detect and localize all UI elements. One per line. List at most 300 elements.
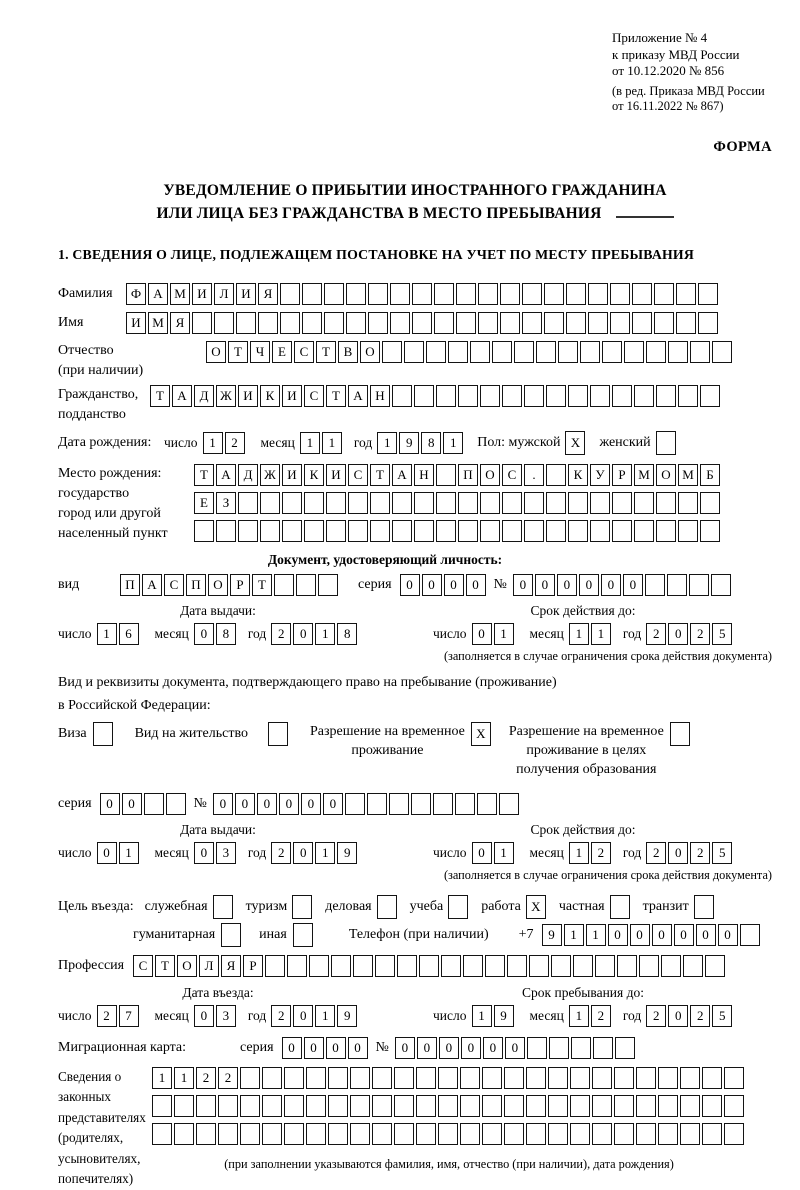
char-cell[interactable]: Т <box>252 574 272 596</box>
char-cell[interactable]: Т <box>150 385 170 407</box>
char-cell[interactable] <box>680 1067 700 1089</box>
char-cell[interactable] <box>411 793 431 815</box>
char-cell[interactable]: А <box>142 574 162 596</box>
char-cell[interactable]: 2 <box>271 623 291 645</box>
char-cell[interactable] <box>740 924 760 946</box>
char-cell[interactable] <box>590 385 610 407</box>
char-cell[interactable]: 0 <box>293 1005 313 1027</box>
char-cell[interactable]: И <box>236 283 256 305</box>
char-cell[interactable] <box>265 955 285 977</box>
char-cell[interactable]: 0 <box>304 1037 324 1059</box>
char-cell[interactable] <box>324 312 344 334</box>
char-cell[interactable]: 2 <box>690 842 710 864</box>
char-cell[interactable] <box>544 312 564 334</box>
char-cell[interactable]: М <box>148 312 168 334</box>
char-cell[interactable] <box>702 1095 722 1117</box>
char-cell[interactable]: Р <box>230 574 250 596</box>
char-cell[interactable]: Я <box>258 283 278 305</box>
char-cell[interactable] <box>526 1095 546 1117</box>
char-cell[interactable]: И <box>192 283 212 305</box>
char-cell[interactable] <box>284 1095 304 1117</box>
char-cell[interactable] <box>372 1067 392 1089</box>
char-cell[interactable]: 0 <box>535 574 555 596</box>
char-cell[interactable] <box>326 520 346 542</box>
char-cell[interactable] <box>470 341 490 363</box>
char-cell[interactable] <box>236 312 256 334</box>
char-cell[interactable]: 1 <box>203 432 223 454</box>
char-cell[interactable] <box>614 1067 634 1089</box>
char-cell[interactable] <box>287 955 307 977</box>
char-cell[interactable]: Б <box>700 464 720 486</box>
char-cell[interactable] <box>632 312 652 334</box>
char-cell[interactable] <box>458 520 478 542</box>
char-cell[interactable]: А <box>348 385 368 407</box>
char-cell[interactable]: 2 <box>646 1005 666 1027</box>
char-cell[interactable]: 9 <box>337 842 357 864</box>
char-cell[interactable] <box>436 520 456 542</box>
char-cell[interactable]: Т <box>228 341 248 363</box>
char-cell[interactable] <box>571 1037 591 1059</box>
char-cell[interactable]: Л <box>214 283 234 305</box>
char-cell[interactable] <box>438 1067 458 1089</box>
char-cell[interactable] <box>656 492 676 514</box>
char-cell[interactable] <box>590 492 610 514</box>
char-cell[interactable]: 0 <box>668 623 688 645</box>
char-cell[interactable] <box>144 793 164 815</box>
char-cell[interactable]: Ж <box>216 385 236 407</box>
char-cell[interactable]: 5 <box>712 623 732 645</box>
char-cell[interactable] <box>654 283 674 305</box>
char-cell[interactable] <box>436 492 456 514</box>
char-cell[interactable]: 0 <box>444 574 464 596</box>
char-cell[interactable] <box>434 283 454 305</box>
char-cell[interactable] <box>368 312 388 334</box>
char-cell[interactable] <box>326 492 346 514</box>
char-cell[interactable] <box>262 1123 282 1145</box>
char-cell[interactable] <box>485 955 505 977</box>
char-cell[interactable]: 0 <box>257 793 277 815</box>
char-cell[interactable] <box>522 283 542 305</box>
char-cell[interactable] <box>382 341 402 363</box>
char-cell[interactable] <box>480 520 500 542</box>
char-cell[interactable] <box>458 385 478 407</box>
char-cell[interactable]: 2 <box>591 842 611 864</box>
char-cell[interactable]: 8 <box>337 623 357 645</box>
char-cell[interactable]: С <box>164 574 184 596</box>
char-cell[interactable] <box>632 283 652 305</box>
char-cell[interactable] <box>502 520 522 542</box>
char-cell[interactable]: . <box>524 464 544 486</box>
char-cell[interactable] <box>678 492 698 514</box>
char-cell[interactable] <box>680 1095 700 1117</box>
char-cell[interactable]: 2 <box>591 1005 611 1027</box>
char-cell[interactable]: 0 <box>348 1037 368 1059</box>
char-cell[interactable] <box>306 1095 326 1117</box>
char-cell[interactable] <box>636 1095 656 1117</box>
char-cell[interactable] <box>348 520 368 542</box>
char-cell[interactable] <box>478 312 498 334</box>
char-cell[interactable] <box>548 1095 568 1117</box>
char-cell[interactable]: П <box>458 464 478 486</box>
char-cell[interactable]: 0 <box>674 924 694 946</box>
char-cell[interactable]: Ч <box>250 341 270 363</box>
char-cell[interactable]: 0 <box>505 1037 525 1059</box>
char-cell[interactable] <box>345 793 365 815</box>
char-cell[interactable] <box>702 1123 722 1145</box>
char-cell[interactable] <box>711 574 731 596</box>
char-cell[interactable]: 1 <box>443 432 463 454</box>
char-cell[interactable]: 0 <box>293 623 313 645</box>
char-cell[interactable] <box>529 955 549 977</box>
char-cell[interactable]: И <box>126 312 146 334</box>
char-cell[interactable] <box>318 574 338 596</box>
char-cell[interactable]: К <box>304 464 324 486</box>
char-cell[interactable] <box>460 1123 480 1145</box>
char-cell[interactable]: М <box>678 464 698 486</box>
char-cell[interactable]: Д <box>194 385 214 407</box>
char-cell[interactable] <box>448 895 468 919</box>
char-cell[interactable] <box>482 1123 502 1145</box>
char-cell[interactable] <box>328 1123 348 1145</box>
char-cell[interactable]: 1 <box>377 432 397 454</box>
char-cell[interactable]: 1 <box>586 924 606 946</box>
char-cell[interactable]: X <box>565 431 585 455</box>
char-cell[interactable]: В <box>338 341 358 363</box>
char-cell[interactable] <box>260 520 280 542</box>
char-cell[interactable] <box>680 1123 700 1145</box>
char-cell[interactable]: Т <box>370 464 390 486</box>
char-cell[interactable]: П <box>186 574 206 596</box>
char-cell[interactable]: 1 <box>564 924 584 946</box>
char-cell[interactable] <box>377 895 397 919</box>
char-cell[interactable] <box>397 955 417 977</box>
char-cell[interactable]: А <box>172 385 192 407</box>
char-cell[interactable]: 0 <box>400 574 420 596</box>
char-cell[interactable] <box>700 385 720 407</box>
char-cell[interactable]: С <box>133 955 153 977</box>
char-cell[interactable]: 0 <box>279 793 299 815</box>
char-cell[interactable]: 0 <box>630 924 650 946</box>
char-cell[interactable]: Т <box>194 464 214 486</box>
char-cell[interactable]: Е <box>194 492 214 514</box>
char-cell[interactable] <box>676 283 696 305</box>
char-cell[interactable] <box>284 1067 304 1089</box>
char-cell[interactable] <box>302 312 322 334</box>
char-cell[interactable] <box>499 793 519 815</box>
char-cell[interactable] <box>389 793 409 815</box>
char-cell[interactable]: С <box>502 464 522 486</box>
char-cell[interactable]: 0 <box>213 793 233 815</box>
char-cell[interactable] <box>566 312 586 334</box>
char-cell[interactable] <box>353 955 373 977</box>
char-cell[interactable]: 9 <box>494 1005 514 1027</box>
char-cell[interactable] <box>612 492 632 514</box>
char-cell[interactable] <box>614 1123 634 1145</box>
char-cell[interactable] <box>268 722 288 746</box>
char-cell[interactable] <box>477 793 497 815</box>
char-cell[interactable] <box>610 283 630 305</box>
char-cell[interactable] <box>480 385 500 407</box>
char-cell[interactable]: 1 <box>322 432 342 454</box>
char-cell[interactable]: 1 <box>152 1067 172 1089</box>
char-cell[interactable] <box>570 1067 590 1089</box>
char-cell[interactable] <box>656 385 676 407</box>
char-cell[interactable] <box>331 955 351 977</box>
char-cell[interactable] <box>280 312 300 334</box>
char-cell[interactable]: 0 <box>282 1037 302 1059</box>
char-cell[interactable]: 0 <box>513 574 533 596</box>
char-cell[interactable] <box>658 1067 678 1089</box>
char-cell[interactable]: 2 <box>97 1005 117 1027</box>
char-cell[interactable] <box>390 312 410 334</box>
char-cell[interactable]: 1 <box>472 1005 492 1027</box>
char-cell[interactable]: 0 <box>608 924 628 946</box>
char-cell[interactable]: 0 <box>395 1037 415 1059</box>
char-cell[interactable] <box>526 1123 546 1145</box>
char-cell[interactable] <box>580 341 600 363</box>
char-cell[interactable] <box>551 955 571 977</box>
char-cell[interactable] <box>214 312 234 334</box>
char-cell[interactable] <box>558 341 578 363</box>
char-cell[interactable]: 5 <box>712 842 732 864</box>
char-cell[interactable]: 0 <box>623 574 643 596</box>
char-cell[interactable]: 2 <box>646 623 666 645</box>
char-cell[interactable]: Ж <box>260 464 280 486</box>
char-cell[interactable]: 0 <box>466 574 486 596</box>
char-cell[interactable]: 9 <box>399 432 419 454</box>
char-cell[interactable] <box>436 464 456 486</box>
char-cell[interactable] <box>367 793 387 815</box>
char-cell[interactable]: А <box>216 464 236 486</box>
char-cell[interactable] <box>372 1123 392 1145</box>
char-cell[interactable]: С <box>348 464 368 486</box>
char-cell[interactable]: 0 <box>235 793 255 815</box>
char-cell[interactable] <box>213 895 233 919</box>
char-cell[interactable]: 2 <box>271 1005 291 1027</box>
char-cell[interactable]: У <box>590 464 610 486</box>
char-cell[interactable]: Р <box>243 955 263 977</box>
char-cell[interactable]: 0 <box>461 1037 481 1059</box>
char-cell[interactable] <box>658 1123 678 1145</box>
char-cell[interactable]: О <box>480 464 500 486</box>
char-cell[interactable]: Д <box>238 464 258 486</box>
char-cell[interactable]: О <box>177 955 197 977</box>
char-cell[interactable] <box>218 1123 238 1145</box>
char-cell[interactable] <box>304 492 324 514</box>
char-cell[interactable] <box>610 895 630 919</box>
char-cell[interactable] <box>654 312 674 334</box>
char-cell[interactable] <box>661 955 681 977</box>
char-cell[interactable] <box>346 283 366 305</box>
char-cell[interactable] <box>260 492 280 514</box>
char-cell[interactable] <box>705 955 725 977</box>
char-cell[interactable]: 1 <box>97 623 117 645</box>
char-cell[interactable] <box>588 312 608 334</box>
char-cell[interactable] <box>568 520 588 542</box>
char-cell[interactable]: 8 <box>421 432 441 454</box>
char-cell[interactable] <box>324 283 344 305</box>
char-cell[interactable] <box>240 1123 260 1145</box>
char-cell[interactable]: Н <box>370 385 390 407</box>
char-cell[interactable] <box>412 283 432 305</box>
char-cell[interactable]: 1 <box>569 842 589 864</box>
char-cell[interactable]: 0 <box>97 842 117 864</box>
char-cell[interactable] <box>636 1123 656 1145</box>
char-cell[interactable] <box>612 520 632 542</box>
char-cell[interactable] <box>570 1095 590 1117</box>
char-cell[interactable]: 0 <box>326 1037 346 1059</box>
char-cell[interactable]: Т <box>155 955 175 977</box>
char-cell[interactable] <box>238 520 258 542</box>
char-cell[interactable]: 0 <box>301 793 321 815</box>
char-cell[interactable]: А <box>392 464 412 486</box>
char-cell[interactable] <box>683 955 703 977</box>
char-cell[interactable] <box>404 341 424 363</box>
char-cell[interactable] <box>478 283 498 305</box>
char-cell[interactable] <box>527 1037 547 1059</box>
char-cell[interactable] <box>370 520 390 542</box>
char-cell[interactable] <box>412 312 432 334</box>
char-cell[interactable] <box>456 312 476 334</box>
char-cell[interactable]: 7 <box>119 1005 139 1027</box>
char-cell[interactable]: И <box>238 385 258 407</box>
char-cell[interactable]: 0 <box>668 842 688 864</box>
char-cell[interactable] <box>504 1095 524 1117</box>
char-cell[interactable] <box>448 341 468 363</box>
char-cell[interactable] <box>524 520 544 542</box>
char-cell[interactable]: 1 <box>315 842 335 864</box>
char-cell[interactable]: 0 <box>122 793 142 815</box>
char-cell[interactable]: X <box>526 895 546 919</box>
char-cell[interactable] <box>414 492 434 514</box>
char-cell[interactable] <box>667 574 687 596</box>
char-cell[interactable] <box>304 520 324 542</box>
char-cell[interactable] <box>480 492 500 514</box>
char-cell[interactable]: О <box>208 574 228 596</box>
char-cell[interactable] <box>634 385 654 407</box>
char-cell[interactable] <box>548 1123 568 1145</box>
char-cell[interactable]: 1 <box>300 432 320 454</box>
char-cell[interactable] <box>240 1095 260 1117</box>
char-cell[interactable] <box>610 312 630 334</box>
char-cell[interactable]: 1 <box>315 1005 335 1027</box>
char-cell[interactable]: О <box>656 464 676 486</box>
char-cell[interactable] <box>689 574 709 596</box>
char-cell[interactable] <box>282 520 302 542</box>
char-cell[interactable] <box>280 283 300 305</box>
char-cell[interactable] <box>296 574 316 596</box>
char-cell[interactable] <box>524 385 544 407</box>
char-cell[interactable] <box>240 1067 260 1089</box>
char-cell[interactable] <box>593 1037 613 1059</box>
char-cell[interactable] <box>668 341 688 363</box>
char-cell[interactable]: 9 <box>542 924 562 946</box>
char-cell[interactable]: М <box>170 283 190 305</box>
char-cell[interactable] <box>292 895 312 919</box>
char-cell[interactable] <box>656 431 676 455</box>
char-cell[interactable] <box>634 520 654 542</box>
char-cell[interactable]: 8 <box>216 623 236 645</box>
char-cell[interactable] <box>482 1095 502 1117</box>
char-cell[interactable] <box>293 923 313 947</box>
char-cell[interactable] <box>456 283 476 305</box>
char-cell[interactable]: 2 <box>225 432 245 454</box>
char-cell[interactable] <box>592 1067 612 1089</box>
char-cell[interactable] <box>544 283 564 305</box>
char-cell[interactable]: 0 <box>472 623 492 645</box>
char-cell[interactable] <box>426 341 446 363</box>
char-cell[interactable]: 0 <box>194 1005 214 1027</box>
char-cell[interactable] <box>548 1067 568 1089</box>
char-cell[interactable] <box>372 1095 392 1117</box>
char-cell[interactable] <box>656 520 676 542</box>
char-cell[interactable] <box>152 1123 172 1145</box>
char-cell[interactable]: И <box>282 385 302 407</box>
char-cell[interactable]: 0 <box>439 1037 459 1059</box>
char-cell[interactable] <box>546 520 566 542</box>
char-cell[interactable] <box>460 1095 480 1117</box>
char-cell[interactable] <box>284 1123 304 1145</box>
char-cell[interactable] <box>566 283 586 305</box>
char-cell[interactable] <box>514 341 534 363</box>
char-cell[interactable]: 0 <box>422 574 442 596</box>
char-cell[interactable] <box>419 955 439 977</box>
char-cell[interactable] <box>724 1067 744 1089</box>
char-cell[interactable] <box>262 1067 282 1089</box>
char-cell[interactable] <box>370 492 390 514</box>
char-cell[interactable] <box>500 312 520 334</box>
char-cell[interactable] <box>590 520 610 542</box>
char-cell[interactable] <box>690 341 710 363</box>
char-cell[interactable] <box>196 1095 216 1117</box>
char-cell[interactable] <box>524 492 544 514</box>
char-cell[interactable]: 2 <box>690 623 710 645</box>
char-cell[interactable]: С <box>304 385 324 407</box>
char-cell[interactable] <box>441 955 461 977</box>
char-cell[interactable] <box>634 492 654 514</box>
char-cell[interactable]: Ф <box>126 283 146 305</box>
char-cell[interactable] <box>602 341 622 363</box>
char-cell[interactable] <box>394 1067 414 1089</box>
char-cell[interactable] <box>152 1095 172 1117</box>
char-cell[interactable]: 0 <box>293 842 313 864</box>
char-cell[interactable] <box>502 385 522 407</box>
char-cell[interactable] <box>507 955 527 977</box>
char-cell[interactable]: 3 <box>216 842 236 864</box>
char-cell[interactable] <box>375 955 395 977</box>
char-cell[interactable]: 9 <box>337 1005 357 1027</box>
char-cell[interactable] <box>700 520 720 542</box>
char-cell[interactable] <box>348 492 368 514</box>
char-cell[interactable]: Н <box>414 464 434 486</box>
char-cell[interactable]: Я <box>221 955 241 977</box>
char-cell[interactable] <box>166 793 186 815</box>
char-cell[interactable] <box>460 1067 480 1089</box>
char-cell[interactable] <box>676 312 696 334</box>
char-cell[interactable] <box>592 1123 612 1145</box>
char-cell[interactable] <box>522 312 542 334</box>
char-cell[interactable] <box>392 520 412 542</box>
char-cell[interactable] <box>678 385 698 407</box>
char-cell[interactable] <box>436 385 456 407</box>
char-cell[interactable] <box>306 1067 326 1089</box>
char-cell[interactable]: О <box>360 341 380 363</box>
char-cell[interactable]: 0 <box>100 793 120 815</box>
char-cell[interactable] <box>416 1095 436 1117</box>
char-cell[interactable] <box>346 312 366 334</box>
char-cell[interactable] <box>568 385 588 407</box>
char-cell[interactable] <box>612 385 632 407</box>
